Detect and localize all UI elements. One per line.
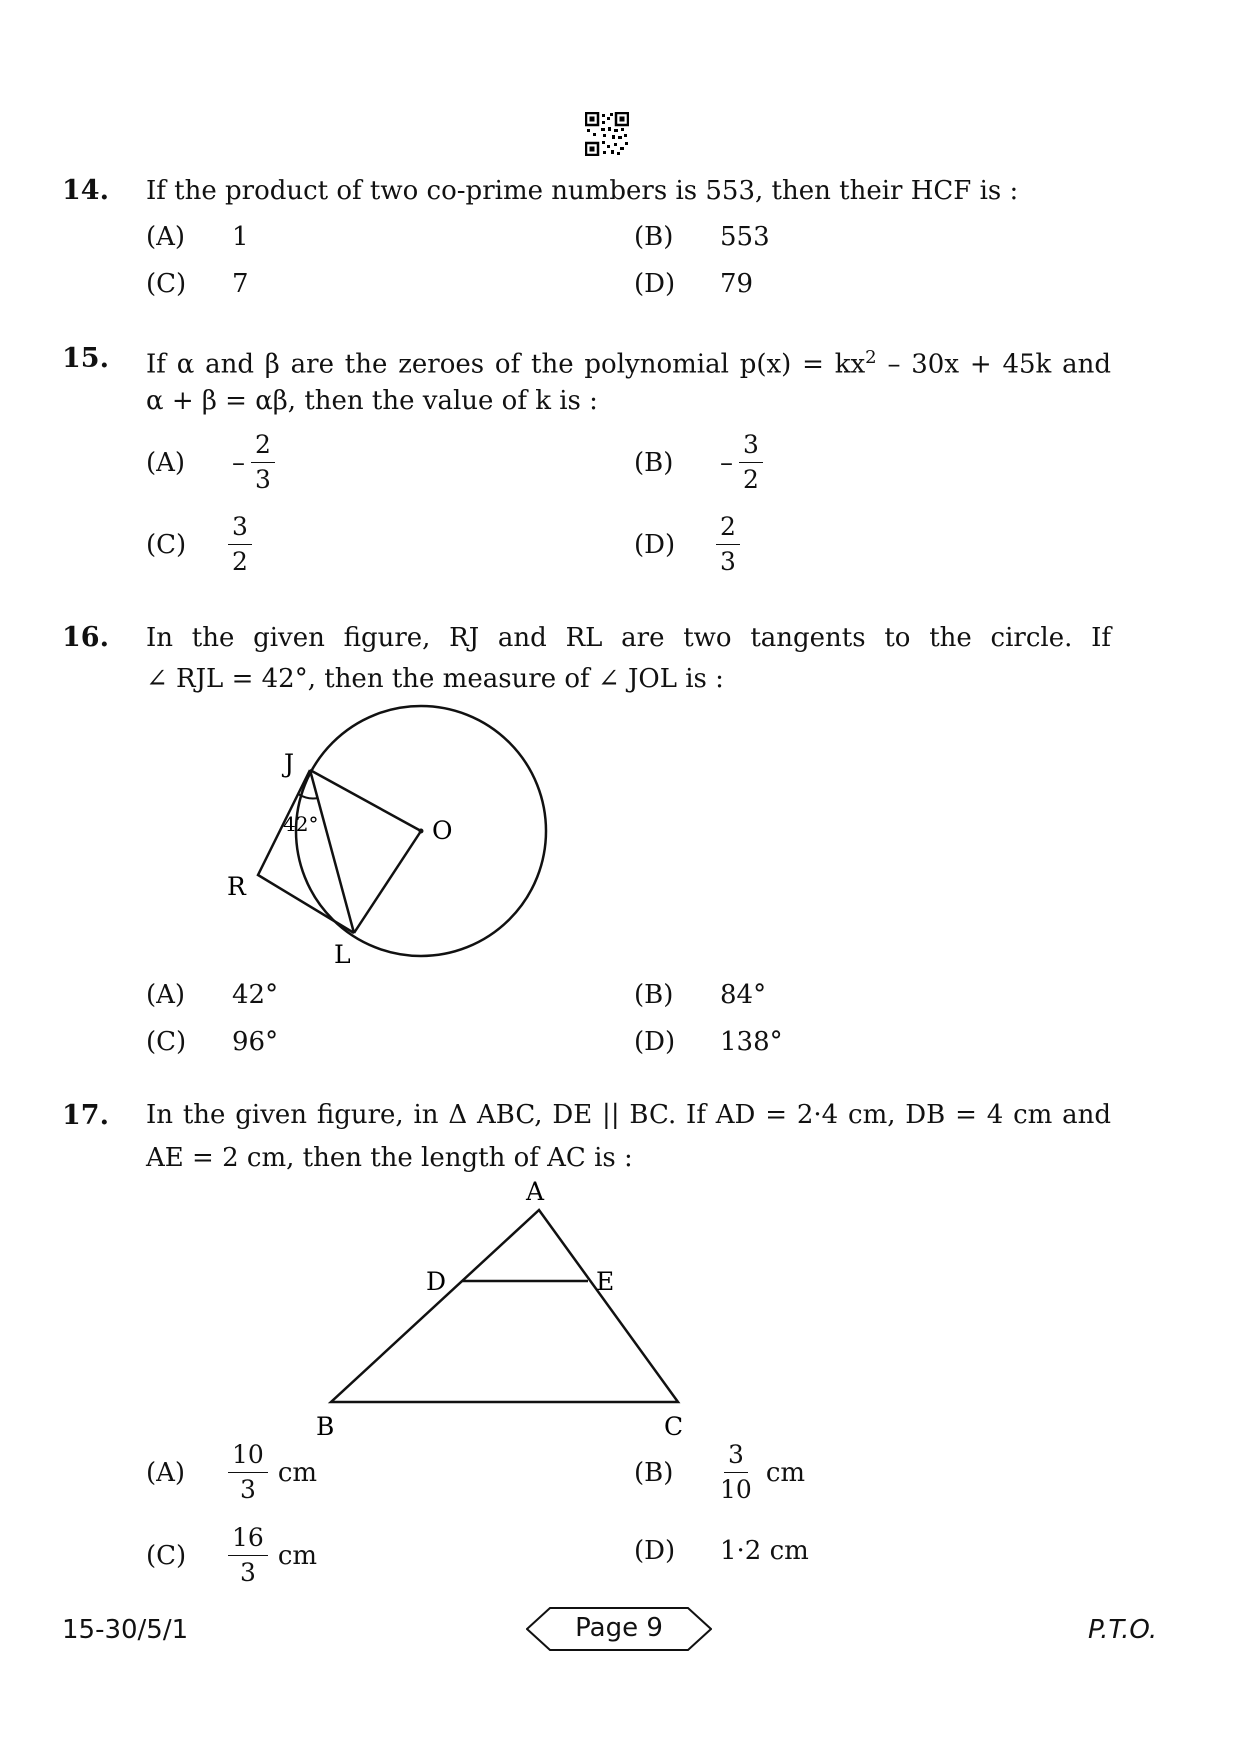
option-fraction	[739, 430, 763, 495]
numerator: 2	[251, 430, 275, 463]
q15-number: 15.	[62, 343, 109, 374]
numerator: 10	[228, 1440, 268, 1473]
q15-line2: α + β = αβ, then the value of k is :	[146, 386, 598, 416]
q16-option-c[interactable]	[146, 1027, 278, 1057]
label-d: D	[426, 1267, 447, 1296]
q14-option-b[interactable]	[634, 222, 770, 252]
q16-option-d[interactable]	[634, 1027, 783, 1057]
chord-jl	[310, 770, 354, 933]
option-label: (A)	[146, 447, 186, 478]
option-label: (A)	[146, 980, 186, 1010]
denominator: 2	[232, 547, 248, 576]
q16-line1: In the given figure, RJ and RL are two tangents to the circle. If	[146, 623, 1111, 653]
option-label: (B)	[634, 980, 674, 1010]
option-label: (D)	[634, 1536, 676, 1566]
option-value: 553	[720, 222, 770, 252]
q14-option-a[interactable]	[146, 222, 249, 252]
option-label: (D)	[634, 529, 676, 560]
option-label: (B)	[634, 1457, 674, 1488]
q14-number: 14.	[62, 175, 109, 206]
option-label: (B)	[634, 447, 674, 478]
option-label: (C)	[146, 1540, 187, 1571]
q17-option-b[interactable]	[634, 1440, 805, 1505]
q17-option-d[interactable]	[634, 1536, 809, 1566]
option-value: 96°	[232, 1027, 279, 1057]
triangle-figure	[300, 1180, 720, 1440]
minus-sign: –	[232, 447, 245, 478]
q15-option-d[interactable]	[634, 512, 740, 577]
q14-option-c[interactable]	[146, 269, 249, 299]
option-fraction	[716, 1440, 756, 1505]
label-b: B	[316, 1412, 335, 1440]
unit: cm	[765, 1457, 806, 1488]
option-label: (A)	[146, 222, 186, 252]
unit: cm	[277, 1540, 318, 1571]
q14-text: If the product of two co-prime numbers is 553, then their HCF is :	[146, 176, 1019, 206]
label-c: C	[664, 1412, 684, 1440]
q15-line1	[146, 337, 1111, 386]
option-label: (D)	[634, 1027, 676, 1057]
option-fraction	[251, 430, 275, 495]
qr-code	[585, 112, 629, 156]
radius-ol	[354, 831, 421, 933]
triangle-abc	[331, 1210, 678, 1402]
minus-sign: –	[720, 447, 733, 478]
option-fraction	[228, 512, 252, 577]
label-a: A	[526, 1180, 545, 1206]
numerator: 16	[228, 1523, 268, 1556]
radius-oj	[310, 770, 421, 831]
option-label: (C)	[146, 269, 187, 299]
denominator: 3	[239, 1475, 256, 1504]
center-point	[419, 829, 424, 834]
q16-option-b[interactable]	[634, 980, 766, 1010]
denominator: 3	[239, 1558, 256, 1587]
option-value: 7	[232, 269, 249, 299]
q17-option-c[interactable]	[146, 1523, 317, 1588]
option-label: (C)	[146, 1027, 187, 1057]
q16-option-a[interactable]	[146, 980, 278, 1010]
angle-label: 42°	[283, 812, 319, 836]
q15-option-b[interactable]	[634, 430, 763, 495]
option-label: (A)	[146, 1457, 186, 1488]
label-o: O	[432, 816, 453, 845]
label-r: R	[227, 872, 246, 901]
q17-line2: AE = 2 cm, then the length of AC is :	[146, 1143, 633, 1173]
q16-line2: ∠ RJL = 42°, then the measure of ∠ JOL is :	[146, 664, 724, 694]
numerator: 3	[724, 1440, 748, 1473]
q15-line1-part-a: If α and β are the zeroes of the polynomial p(x) = kx	[146, 349, 866, 380]
q17-option-a[interactable]	[146, 1440, 317, 1505]
denominator: 3	[720, 547, 736, 576]
paper-code: 15-30/5/1	[62, 1615, 189, 1645]
option-value: 79	[720, 269, 754, 299]
q17-line1: In the given figure, in Δ ABC, DE || BC. If AD = 2·4 cm, DB = 4 cm and	[146, 1100, 1111, 1130]
option-fraction	[228, 1523, 268, 1588]
denominator: 10	[720, 1475, 752, 1504]
q15-line1-part-b: – 30x + 45k and	[876, 349, 1111, 380]
pto-label: P.T.O.	[1088, 1615, 1158, 1645]
q15-option-a[interactable]	[146, 430, 275, 495]
page-indicator	[526, 1606, 712, 1652]
option-value: 42°	[232, 980, 279, 1010]
label-j: J	[284, 749, 295, 778]
denominator: 2	[743, 465, 759, 494]
page-number: Page 9	[575, 1613, 663, 1643]
option-value: 1	[232, 222, 249, 252]
unit: cm	[277, 1457, 318, 1488]
denominator: 3	[255, 465, 271, 494]
q14-option-d[interactable]	[634, 269, 753, 299]
numerator: 2	[716, 512, 740, 545]
option-value: 138°	[720, 1027, 783, 1057]
numerator: 3	[739, 430, 763, 463]
option-label: (D)	[634, 269, 676, 299]
q17-number: 17.	[62, 1100, 109, 1131]
tangent-lines	[258, 770, 354, 933]
option-value: 1·2 cm	[720, 1536, 809, 1566]
option-value: 84°	[720, 980, 767, 1010]
label-e: E	[596, 1267, 615, 1296]
label-l: L	[334, 940, 351, 969]
option-label: (B)	[634, 222, 674, 252]
option-fraction	[716, 512, 740, 577]
q15-exponent: 2	[865, 347, 877, 368]
q16-number: 16.	[62, 622, 109, 653]
circle-tangent-figure	[220, 700, 580, 980]
numerator: 3	[228, 512, 252, 545]
option-label: (C)	[146, 529, 187, 560]
option-fraction	[228, 1440, 268, 1505]
q15-option-c[interactable]	[146, 512, 252, 577]
